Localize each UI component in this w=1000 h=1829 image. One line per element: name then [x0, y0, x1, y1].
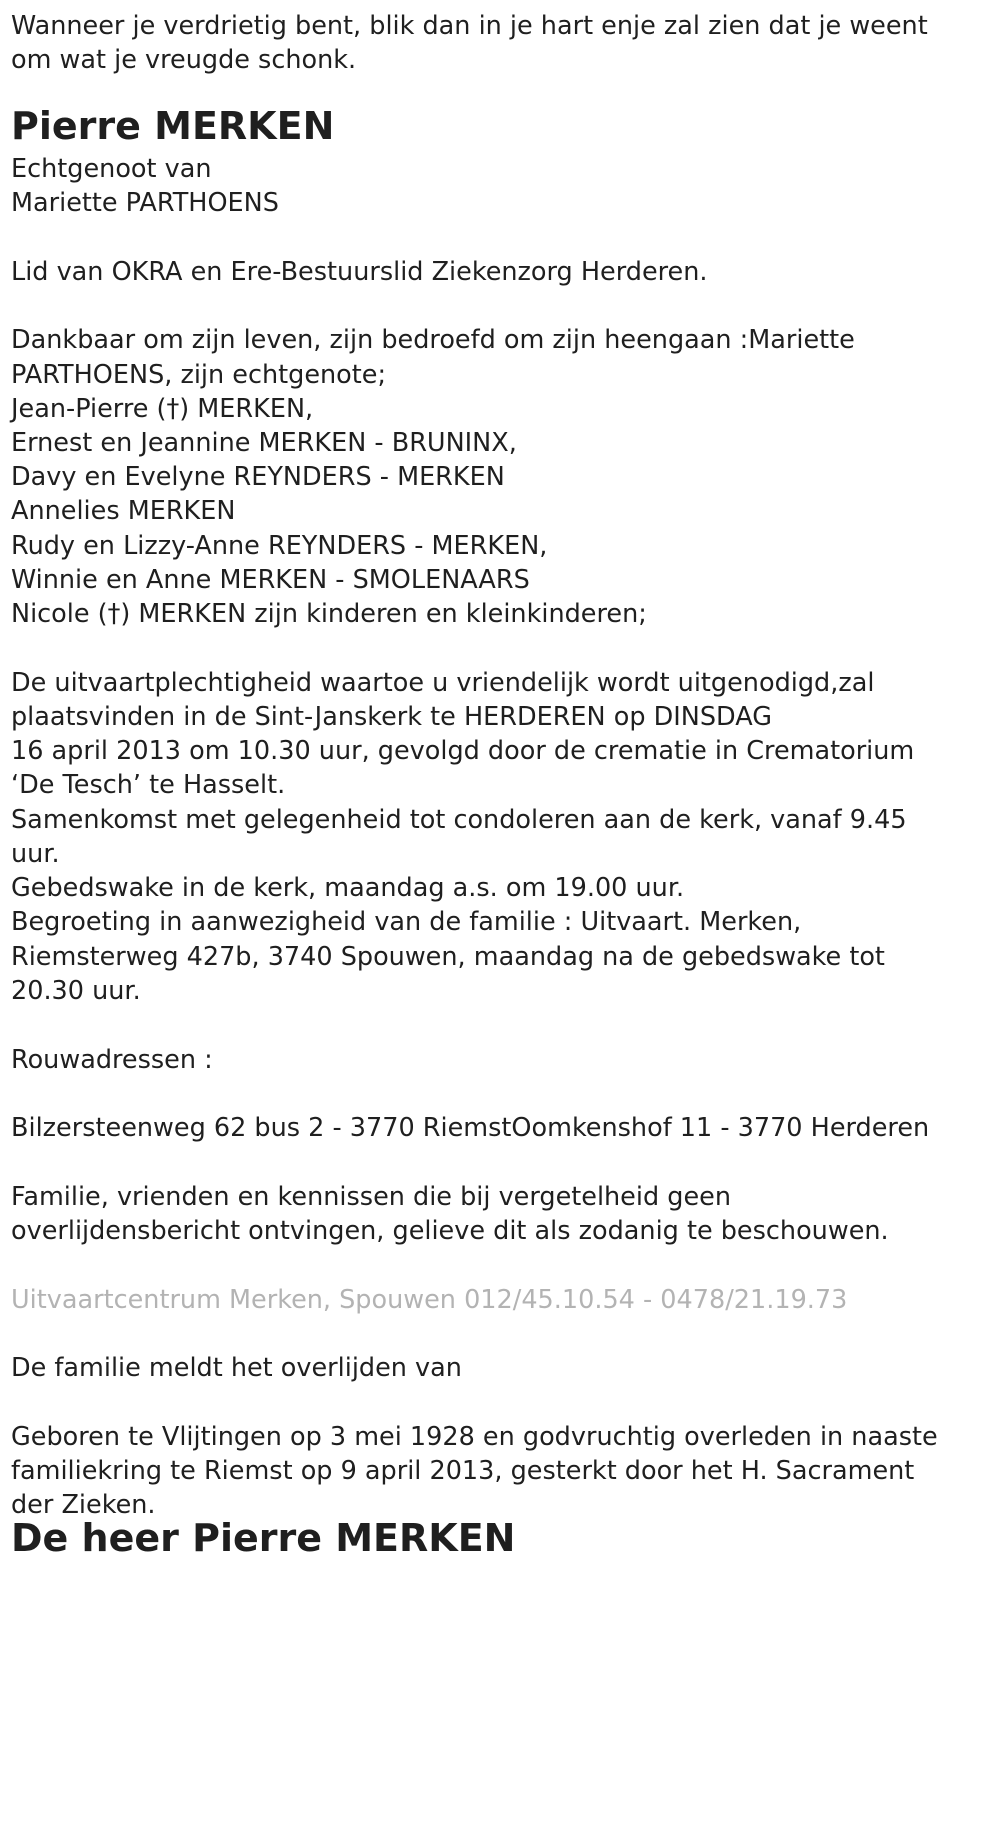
family-member: Rudy en Lizzy-Anne REYNDERS - MERKEN,	[11, 531, 548, 561]
ceremony-line: Gebedswake in de kerk, maandag a.s. om 19.00 uur.	[11, 873, 685, 903]
announcement-text: De familie meldt het overlijden van	[11, 1353, 462, 1383]
family-member: Davy en Evelyne REYNDERS - MERKEN	[11, 462, 505, 492]
quote-line-2: om wat je vreugde schonk.	[11, 45, 357, 75]
ceremony-line: Begroeting in aanwezigheid van de familie : Uitvaart. Merken,	[11, 907, 802, 937]
family-member: Winnie en Anne MERKEN - SMOLENAARS	[11, 565, 530, 595]
ceremony-line: Samenkomst met gelegenheid tot condoleren aan de kerk, vanaf 9.45	[11, 805, 907, 835]
quote-line-1: Wanneer je verdrietig bent, blik dan in je hart enje zal zien dat je weent	[11, 11, 928, 41]
addresses-text: Bilzersteenweg 62 bus 2 - 3770 RiemstOomkenshof 11 - 3770 Herderen	[11, 1113, 930, 1143]
family-member: Jean-Pierre (†) MERKEN,	[11, 394, 314, 424]
notice-line-2: overlijdensbericht ontvingen, gelieve dit als zodanig te beschouwen.	[11, 1216, 889, 1246]
ceremony-line: plaatsvinden in de Sint-Janskerk te HERDEREN op DINSDAG	[11, 702, 772, 732]
family-member: Annelies MERKEN	[11, 496, 236, 526]
family-member: Ernest en Jeannine MERKEN - BRUNINX,	[11, 428, 517, 458]
spouse-line-2: Mariette PARTHOENS	[11, 188, 279, 218]
ceremony-line: ‘De Tesch’ te Hasselt.	[11, 770, 286, 800]
family-intro-line-2: PARTHOENS, zijn echtgenote;	[11, 360, 387, 390]
ceremony-line: 16 april 2013 om 10.30 uur, gevolgd door de crematie in Crematorium	[11, 736, 915, 766]
addresses-label: Rouwadressen :	[11, 1045, 213, 1075]
final-name-heading: De heer Pierre MERKEN	[11, 1516, 516, 1560]
name-heading: Pierre MERKEN	[11, 104, 335, 148]
birth-death-line-3: der Zieken.	[11, 1490, 156, 1520]
ceremony-line: 20.30 uur.	[11, 976, 141, 1006]
ceremony-line: Riemsterweg 427b, 3740 Spouwen, maandag na de gebedswake tot	[11, 942, 885, 972]
funeral-home-contact: Uitvaartcentrum Merken, Spouwen 012/45.10.54 - 0478/21.19.73	[11, 1285, 848, 1315]
birth-death-line-1: Geboren te Vlijtingen op 3 mei 1928 en godvruchtig overleden in naaste	[11, 1422, 938, 1452]
ceremony-line: De uitvaartplechtigheid waartoe u vriendelijk wordt uitgenodigd,zal	[11, 668, 875, 698]
membership-text: Lid van OKRA en Ere-Bestuurslid Ziekenzorg Herderen.	[11, 257, 708, 287]
birth-death-line-2: familiekring te Riemst op 9 april 2013, gesterkt door het H. Sacrament	[11, 1456, 915, 1486]
family-member: Nicole (†) MERKEN zijn kinderen en kleinkinderen;	[11, 599, 647, 629]
family-intro-line-1: Dankbaar om zijn leven, zijn bedroefd om zijn heengaan :Mariette	[11, 325, 855, 355]
ceremony-line: uur.	[11, 839, 60, 869]
notice-line-1: Familie, vrienden en kennissen die bij vergetelheid geen	[11, 1182, 731, 1212]
spouse-line-1: Echtgenoot van	[11, 154, 212, 184]
